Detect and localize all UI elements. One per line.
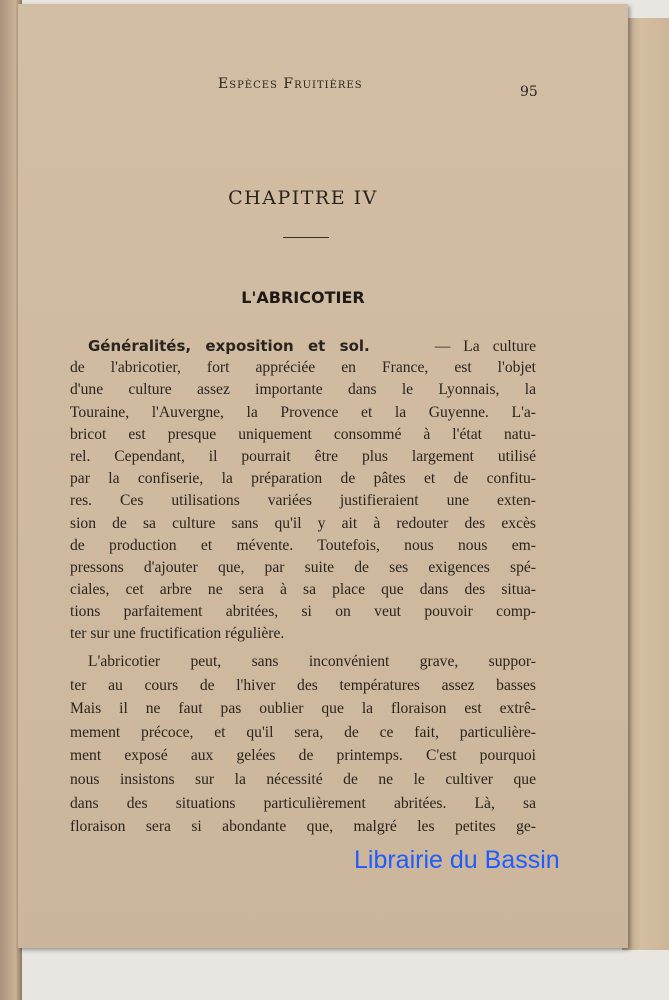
paragraph-2 (70, 650, 536, 839)
paragraph-line: L'abricotier peut, sans inconvénient grave, suppor- (88, 653, 536, 670)
paragraph-line: de l'abricotier, fort appréciée en France, est l'objet (70, 359, 536, 377)
paragraph-line: par la confiserie, la préparation de pâtes et de confitu- (70, 470, 536, 488)
watermark: Librairie du Bassin (354, 846, 560, 874)
next-page-edge (622, 18, 669, 950)
paragraph-line: ment exposé aux gelées de printemps. C'est pourquoi (70, 747, 536, 765)
paragraph-line: floraison sera si abondante que, malgré les petites ge- (70, 818, 536, 836)
divider (283, 237, 329, 238)
chapter-heading: CHAPITRE IV (228, 187, 378, 209)
paragraph-1 (70, 335, 536, 646)
paragraph-line: mement précoce, et qu'il sera, de ce fait, particulière- (70, 723, 536, 741)
paragraph-line: nous insistons sur la nécessité de ne le cultiver que (70, 770, 536, 788)
paragraph-line: Touraine, l'Auvergne, la Provence et la Guyenne. L'a- (70, 403, 536, 421)
paragraph-line-text: — La culture (434, 338, 536, 355)
paragraph-line: pressons d'ajouter que, par suite de ses exigences spé- (70, 558, 536, 576)
paragraph-line: tions parfaitement abritées, si on veut pouvoir comp- (70, 603, 536, 621)
page-number: 95 (520, 84, 538, 100)
paragraph-line: ciales, cet arbre ne sera à sa place que dans des situa- (70, 581, 536, 599)
paragraph-lead: Généralités, exposition et sol. (88, 337, 370, 355)
paragraph-line: rel. Cependant, il pourrait être plus largement utilisé (70, 447, 536, 465)
paragraph-line: sion de sa culture sans qu'il y ait à redouter des excès (70, 514, 536, 532)
paragraph-line: dans des situations particulièrement abritées. Là, sa (70, 794, 536, 812)
paragraph-line (70, 335, 536, 357)
paragraph-line: bricot est presque uniquement consommé à l'état natu- (70, 425, 536, 443)
paragraph-line: de production et mévente. Toutefois, nous nous em- (70, 536, 536, 554)
book-page (18, 4, 628, 948)
paragraph-line: ter au cours de l'hiver des températures assez basses (70, 676, 536, 694)
section-title: L'ABRICOTIER (241, 288, 365, 307)
paragraph-line: res. Ces utilisations variées justifieraient une exten- (70, 492, 536, 510)
running-title: Espèces Fruitières (218, 76, 363, 92)
paragraph-line: ter sur une fructification régulière. (70, 625, 285, 643)
paragraph-line: Mais il ne faut pas oublier que la floraison est extrê- (70, 700, 536, 718)
paragraph-line: d'une culture assez importante dans le Lyonnais, la (70, 381, 536, 399)
